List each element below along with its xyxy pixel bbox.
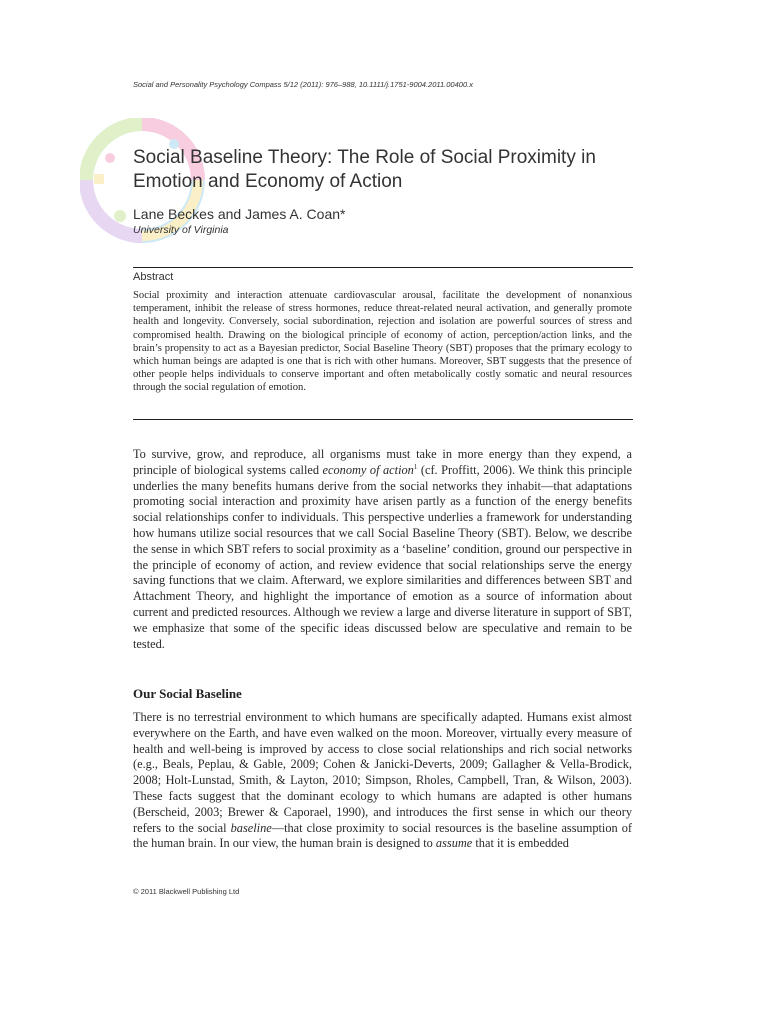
section-term-assume: assume bbox=[435, 836, 473, 851]
section-heading: Our Social Baseline bbox=[133, 686, 242, 701]
intro-term-economy-of-action: economy of action bbox=[322, 462, 414, 477]
journal-citation: Social and Personality Psychology Compass 5/12 (2011): 976–988, 10.1111/j.1751-9004.2011.00400.x bbox=[133, 80, 473, 89]
intro-text-part-2: (cf. Proffitt, 2006). We think this principle underlies the many benefits humans derive from the social networks they inhabit—that adaptations promoting social interaction and proximity have arisen partly as a function of the energy benefits social relationships confer to individuals. This perspective underlies a framework for understanding how humans utilize social resources that we call Social Baseline Theory (SBT). Below, we describe the sense in which SBT refers to social proximity as a ‘baseline’ condition, ground our perspective in the principle of economy of action, and review evidence that social relationships serve the energy saving functions that we claim. Afterward, we explore similarities and differences between SBT and Attachment Theory, and highlight the importance of emotion as a source of information about current and predicted resources. Although we review a large and diverse literature in support of SBT, we emphasize that some of the specific ideas discussed below are speculative and remain to be tested. bbox=[133, 462, 632, 651]
intro-text-part-1: To survive, grow, and reproduce, all organisms must take in more energy than they expend, a principle of biological systems called bbox=[133, 447, 632, 477]
copyright-footer: © 2011 Blackwell Publishing Ltd bbox=[133, 887, 240, 896]
footnote-marker: 1 bbox=[413, 462, 418, 471]
section-paragraph bbox=[133, 710, 632, 852]
abstract-bottom-rule bbox=[133, 419, 633, 420]
abstract-heading: Abstract bbox=[133, 271, 174, 283]
section-text-part-1: There is no terrestrial environment to which humans are specifically adapted. Humans exist almost everywhere on the Earth, and have even walked on the moon. Moreover, virtually every measure of health and well-being is improved by access to close social relationships and rich social networks (e.g., Beals, Peplau, & Gable, 2009; Cohen & Janicki-Deverts, 2009; Gallagher & Vella-Brodick, 2008; Holt-Lunstad, Smith, & Layton, 2010; Simpson, Rholes, Campbell, Tran, & Wilson, 2003). These facts suggest that the dominant ecology to which humans are adapted is other humans (Berscheid, 2003; Brewer & Caporael, 1990), and introduces the first sense in which our theory refers to the social bbox=[133, 710, 632, 835]
intro-paragraph bbox=[133, 447, 632, 652]
abstract-text: Social proximity and interaction attenuate cardiovascular arousal, facilitate the development of nonanxious temperament, inhibit the release of stress hormones, reduce threat-related neural activation, and generally promote health and longevity. Conversely, social subordination, rejection and isolation are powerful sources of stress and compromised health. Drawing on the biological principle of economy of action, perception/action links, and the brain’s propensity to act as a Bayesian predictor, Social Baseline Theory (SBT) proposes that the primary ecology to which human beings are adapted is one that is rich with other humans. Moreover, SBT suggests that the presence of other people helps individuals to conserve important and often metabolically costly somatic and neural resources through the social regulation of emotion. bbox=[133, 290, 632, 394]
author-affiliation: University of Virginia bbox=[133, 224, 229, 236]
article-authors: Lane Beckes and James A. Coan* bbox=[133, 206, 346, 222]
article-title: Social Baseline Theory: The Role of Social Proximity in Emotion and Economy of Action bbox=[133, 147, 596, 192]
section-term-baseline: baseline bbox=[230, 820, 272, 835]
section-text-part-2: —that close proximity to social resources is the baseline assumption of the human brain. In our view, the human brain is designed to bbox=[133, 820, 632, 851]
abstract-top-rule bbox=[133, 267, 633, 268]
section-text-part-3: that it is embedded bbox=[472, 836, 569, 851]
